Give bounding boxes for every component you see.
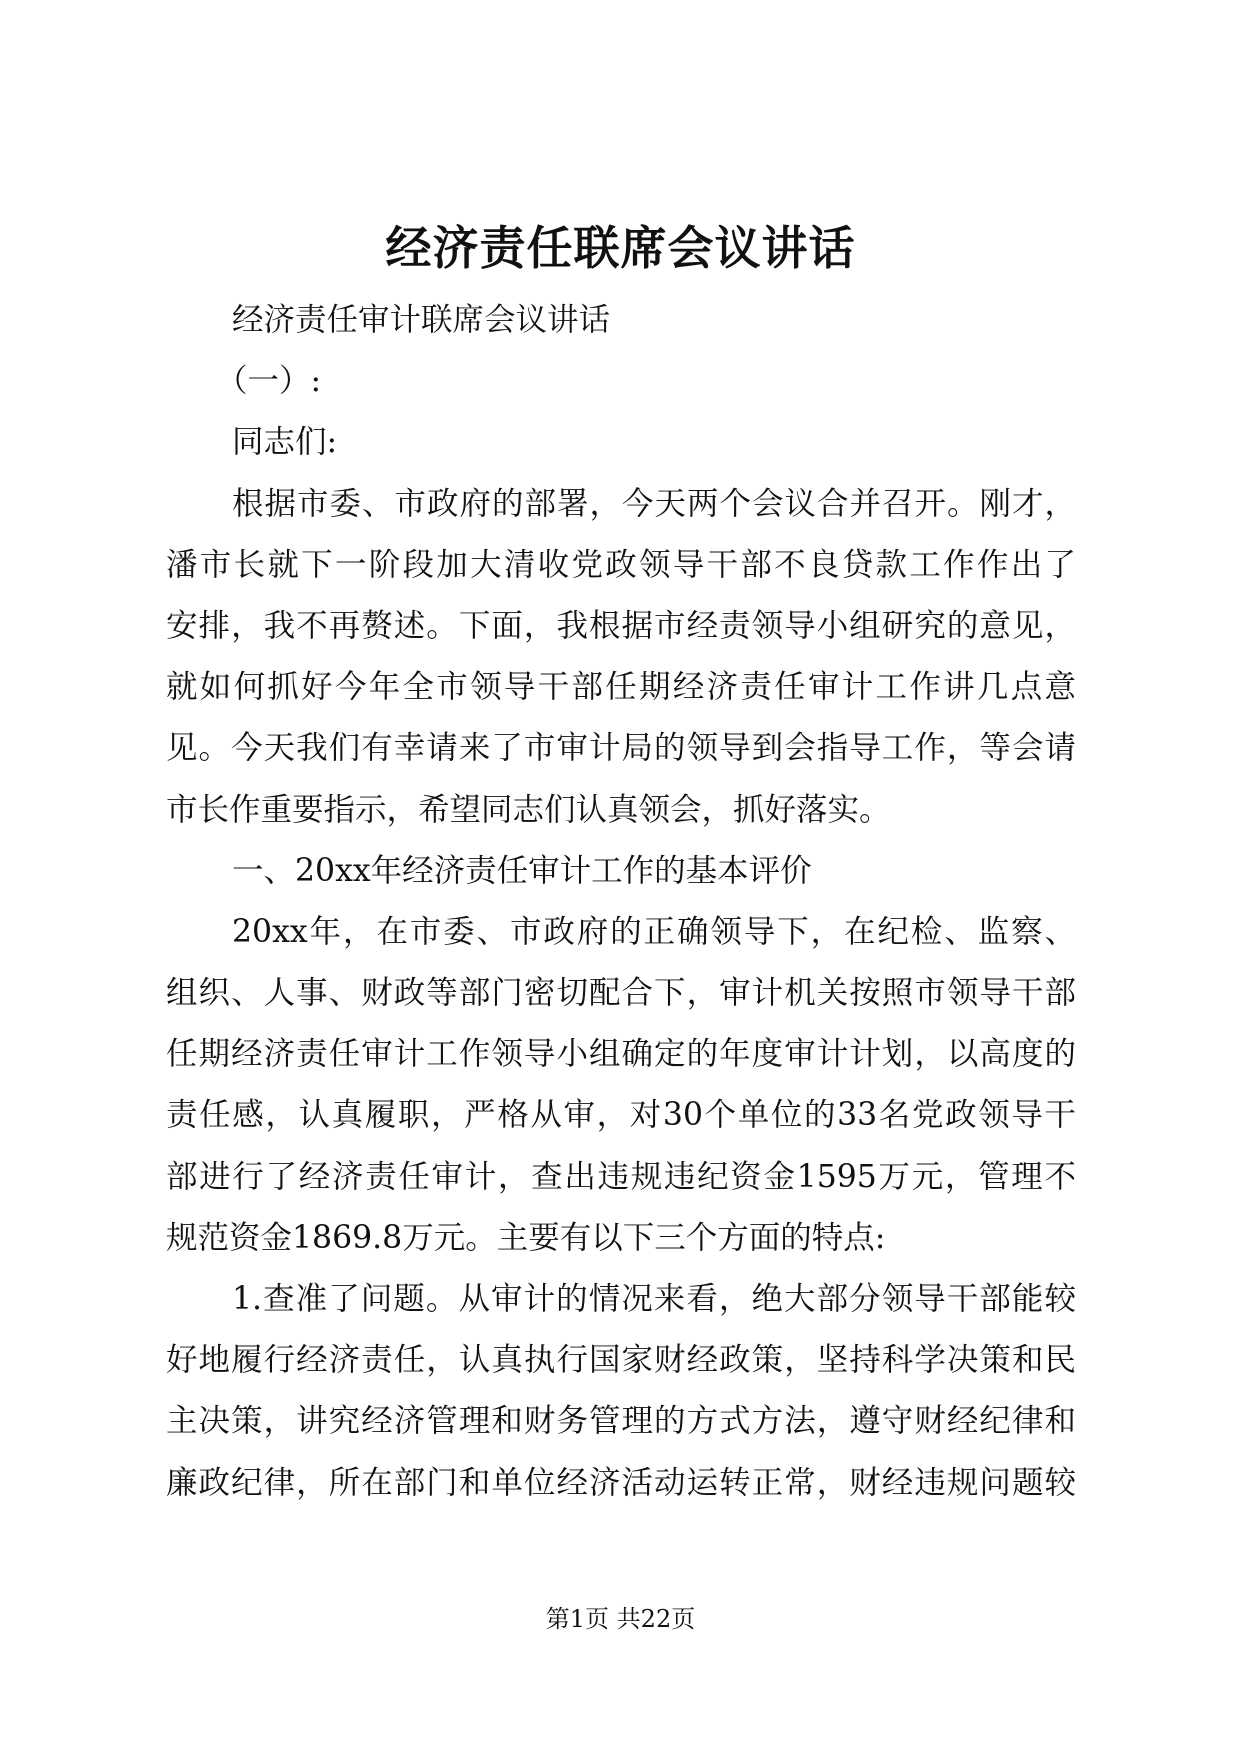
section-marker-line: （一）:	[216, 363, 322, 400]
paragraph-line: 组织、人事、财政等部门密切配合下，审计机关按照市领导干部	[166, 975, 1076, 1012]
section-heading-line: 一、20xx年经济责任审计工作的基本评价	[232, 852, 812, 889]
paragraph-line: 规范资金1869.8万元。主要有以下三个方面的特点:	[166, 1219, 886, 1256]
paragraph-line: 责任感，认真履职，严格从审，对30个单位的33名党政领导干	[166, 1097, 1076, 1134]
paragraph-line: 主决策，讲究经济管理和财务管理的方式方法，遵守财经纪律和	[166, 1403, 1076, 1440]
subtitle-line: 经济责任审计联席会议讲话	[232, 302, 611, 338]
document-body	[166, 290, 1076, 1514]
paragraph-line: 部进行了经济责任审计，查出违规违纪资金1595万元，管理不	[166, 1158, 1076, 1195]
paragraph-line: 安排，我不再赘述。下面，我根据市经责领导小组研究的意见，	[166, 607, 1076, 644]
page-footer	[0, 1604, 1241, 1634]
paragraph-line: 廉政纪律，所在部门和单位经济活动运转正常，财经违规问题较	[166, 1464, 1076, 1501]
paragraph-line: 根据市委、市政府的部署，今天两个会议合并召开。刚才，	[232, 485, 1076, 522]
paragraph-line: 见。今天我们有幸请来了市审计局的领导到会指导工作，等会请	[166, 730, 1076, 767]
document-title: 经济责任联席会议讲话	[385, 221, 856, 275]
paragraph-line: 20xx年，在市委、市政府的正确领导下，在纪检、监察、	[232, 913, 1076, 950]
paragraph-line: 任期经济责任审计工作领导小组确定的年度审计计划，以高度的	[166, 1036, 1076, 1073]
paragraph-line: 市长作重要指示，希望同志们认真领会，抓好落实。	[166, 791, 891, 828]
paragraph-line: 1.查准了问题。从审计的情况来看，绝大部分领导干部能较	[232, 1281, 1076, 1317]
paragraph-line: 就如何抓好今年全市领导干部任期经济责任审计工作讲几点意	[166, 669, 1076, 706]
paragraph-line: 潘市长就下一阶段加大清收党政领导干部不良贷款工作作出了	[166, 546, 1076, 583]
salutation-line: 同志们:	[232, 424, 338, 461]
page-number-label: 第1页 共22页	[545, 1605, 696, 1633]
paragraph-line: 好地履行经济责任，认真执行国家财经政策，坚持科学决策和民	[166, 1342, 1076, 1379]
